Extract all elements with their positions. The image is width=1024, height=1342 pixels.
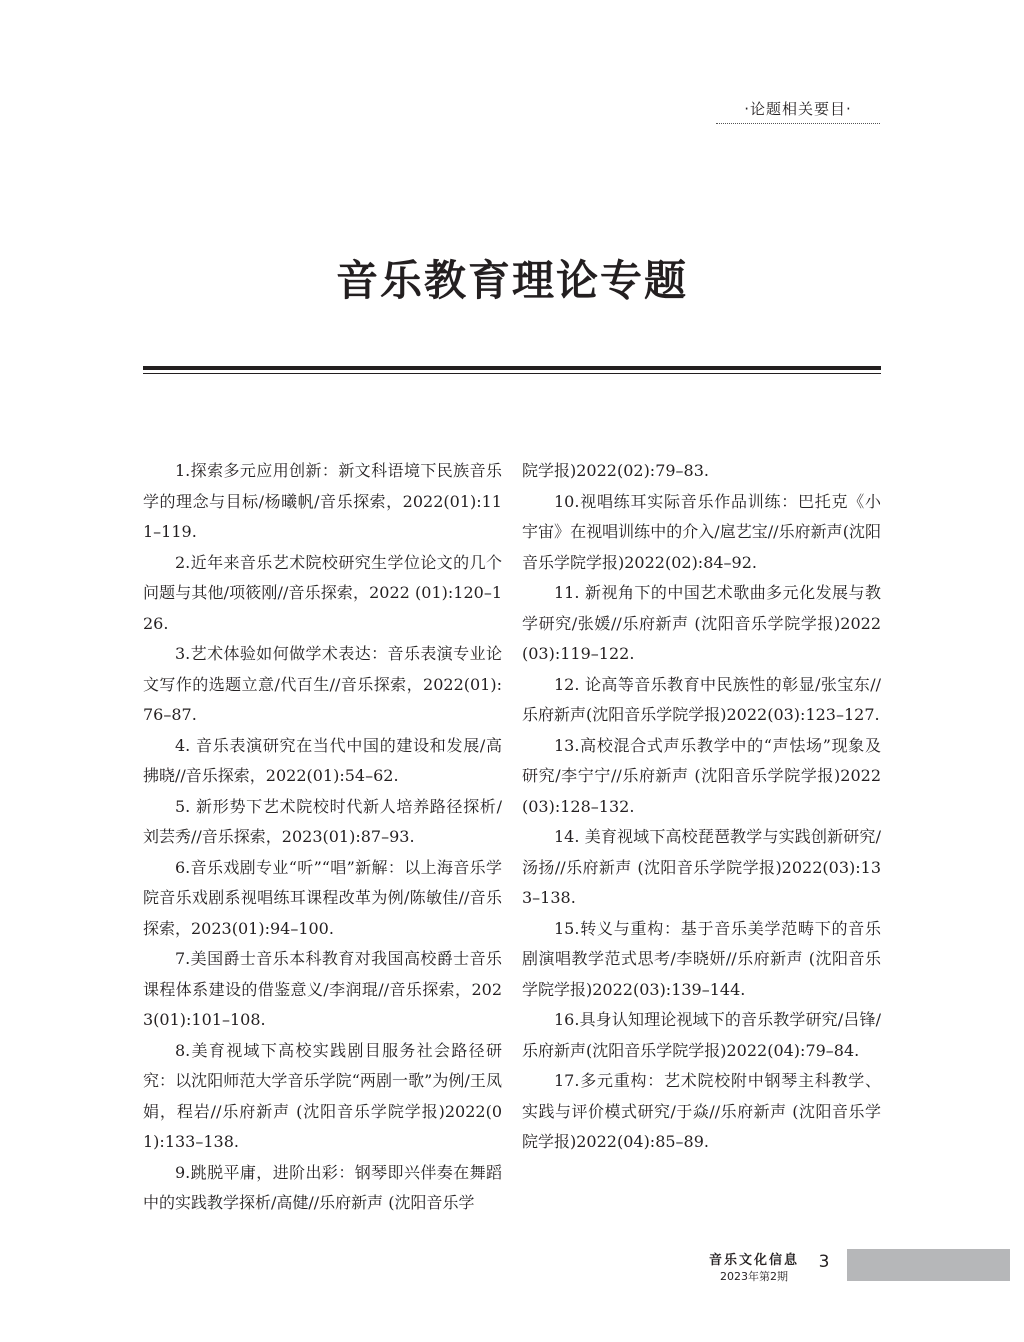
footer-issue: 2023年第2期 [720, 1270, 788, 1283]
footer-journal-name: 音乐文化信息 [708, 1253, 799, 1268]
page-number: 3 [818, 1252, 830, 1272]
reference-entry: 2.近年来音乐艺术院校研究生学位论文的几个问题与其他/项筱刚//音乐探索，2022 (01):120–126. [143, 552, 502, 633]
reference-entry: 12. 论高等音乐教育中民族性的彰显/张宝东//乐府新声(沈阳音乐学院学报)2022(03):123–127. [522, 674, 881, 724]
reference-entry: 5. 新形势下艺术院校时代新人培养路径探析/刘芸秀//音乐探索，2023(01):87–93. [143, 796, 502, 846]
section-tag: ·论题相关要目· [716, 98, 880, 124]
title-rule-thick [143, 366, 881, 370]
reference-entry: 7.美国爵士音乐本科教育对我国高校爵士音乐课程体系建设的借鉴意义/李润琨//音乐探索，2023(01):101–108. [143, 949, 502, 1029]
reference-entry: 1.探索多元应用创新：新文科语境下民族音乐学的理念与目标/杨曦帆/音乐探索，2022(01):111–119. [143, 461, 502, 541]
reference-entry: 15.转义与重构：基于音乐美学范畴下的音乐剧演唱教学范式思考/李晓妍//乐府新声 (沈阳音乐学院学报)2022(03):139–144. [522, 918, 881, 999]
reference-entry: 10.视唱练耳实际音乐作品训练：巴托克《小宇宙》在视唱训练中的介入/扈艺宝//乐府新声(沈阳音乐学院学报)2022(02):84–92. [522, 491, 881, 572]
reference-entry: 11. 新视角下的中国艺术歌曲多元化发展与教学研究/张媛//乐府新声 (沈阳音乐学院学报)2022(03):119–122. [522, 583, 881, 663]
page-title: 音乐教育理论专题 [335, 256, 688, 305]
reference-entry: 14. 美育视域下高校琵琶教学与实践创新研究/汤扬//乐府新声 (沈阳音乐学院学报)2022(03):133–138. [522, 827, 881, 907]
reference-entry: 13.高校混合式声乐教学中的“声怯场”现象及研究/李宁宁//乐府新声 (沈阳音乐学院学报)2022(03):128–132. [522, 735, 881, 816]
reference-entry: 17.多元重构：艺术院校附中钢琴主科教学、实践与评价模式研究/于焱//乐府新声 (沈阳音乐学院学报)2022(04):85–89. [522, 1071, 881, 1151]
title-rule-thin [143, 373, 881, 374]
left-column [143, 456, 502, 1219]
right-column [522, 456, 881, 1219]
reference-entry: 16.具身认知理论视域下的音乐教学研究/吕锋/乐府新声(沈阳音乐学院学报)2022(04):79–84. [522, 1010, 881, 1060]
reference-entry: 6.音乐戏剧专业“听”“唱”新解：以上海音乐学院音乐戏剧系视唱练耳课程改革为例/陈敏佳//音乐探索，2023(01):94–100. [143, 857, 502, 938]
reference-columns [143, 456, 881, 1219]
footer-bar [847, 1249, 1010, 1281]
reference-entry: 3.艺术体验如何做学术表达：音乐表演专业论文写作的选题立意/代百生//音乐探索，2022(01):76–87. [143, 644, 502, 724]
reference-entry: 9.跳脱平庸，进阶出彩：钢琴即兴伴奏在舞蹈中的实践教学探析/高健//乐府新声 (沈阳音乐学 [143, 1162, 502, 1212]
reference-entry: 4. 音乐表演研究在当代中国的建设和发展/高拂晓//音乐探索，2022(01):54–62. [143, 735, 502, 785]
reference-entry: 院学报)2022(02):79–83. [522, 461, 710, 480]
reference-entry: 8.美育视域下高校实践剧目服务社会路径研究：以沈阳师范大学音乐学院“两剧一歌”为例/王凤娟，程岩//乐府新声 (沈阳音乐学院学报)2022(01):133–138. [143, 1040, 502, 1151]
